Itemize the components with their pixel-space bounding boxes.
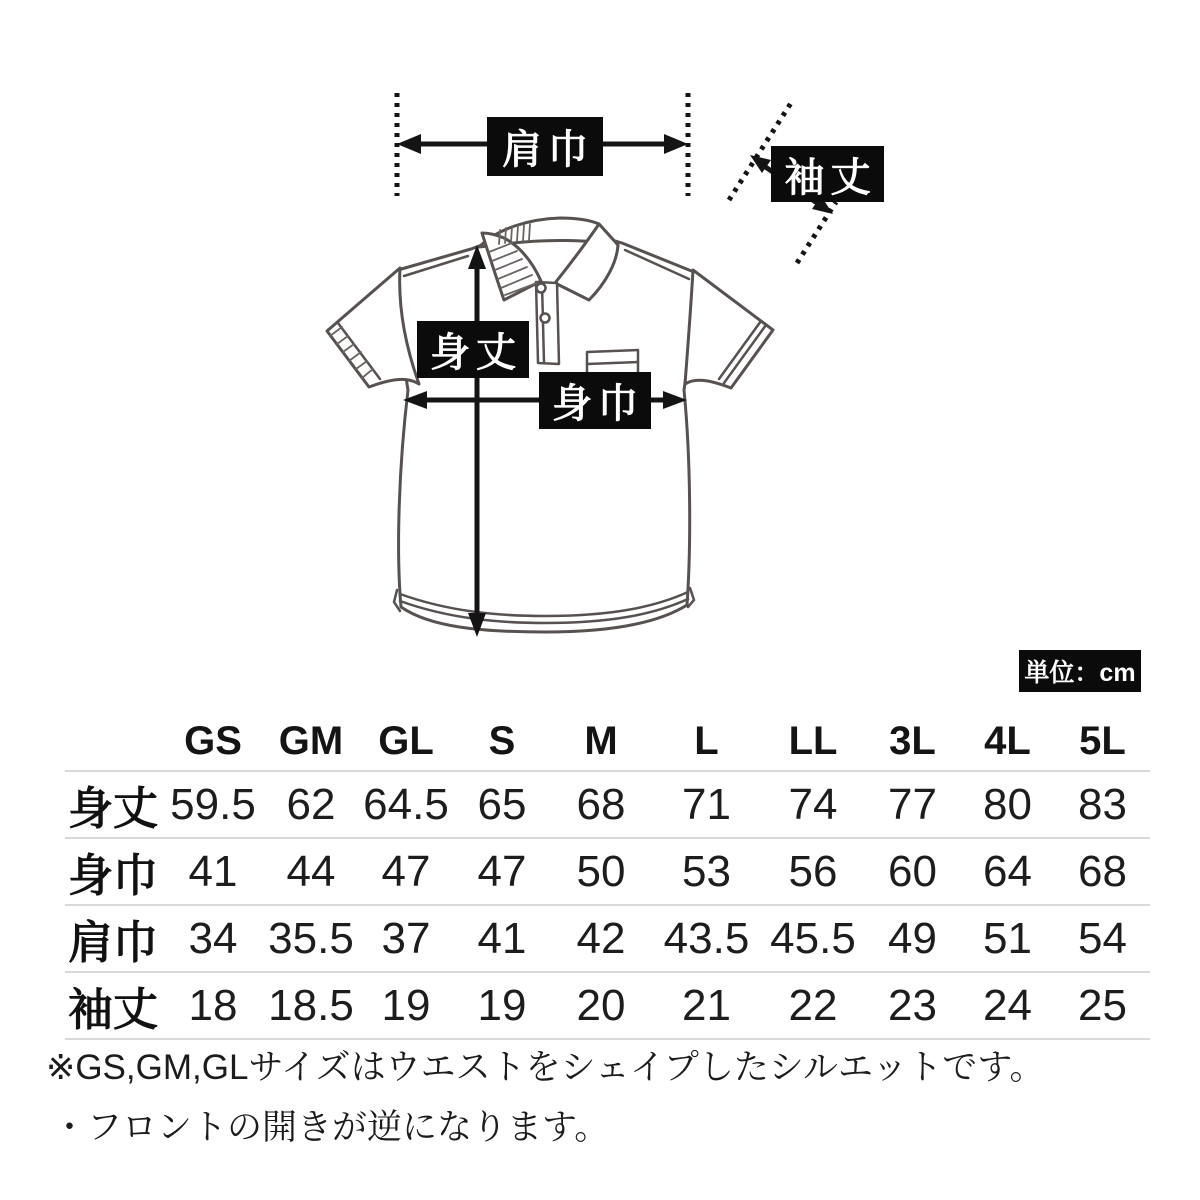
table-cell: 41 [188, 846, 238, 896]
table-row-shoulder-width [65, 905, 1150, 972]
footnote-front-opening: ・フロントの開きが逆になります。 [52, 1108, 610, 1147]
row-label: 身丈 [68, 783, 159, 834]
placket-button-bottom [541, 314, 550, 323]
table-cell: 18 [188, 980, 238, 1030]
table-cell: 47 [381, 846, 431, 896]
table-cell: 24 [983, 980, 1032, 1030]
column-header: L [694, 718, 719, 763]
column-header: GM [278, 718, 344, 763]
table-cell: 43.5 [663, 913, 750, 963]
table-cell: 64.5 [363, 779, 449, 829]
table-cell: 42 [576, 913, 626, 963]
table-cell: 59.5 [170, 779, 256, 829]
table-cell: 23 [888, 980, 937, 1030]
column-header: 3L [889, 718, 936, 763]
column-header: 5L [1079, 718, 1126, 763]
table-cell: 80 [983, 779, 1032, 829]
table-cell: 44 [286, 846, 336, 896]
table-cell: 19 [477, 980, 527, 1030]
table-cell: 77 [888, 779, 937, 829]
table-cell: 68 [1078, 846, 1127, 896]
table-cell: 51 [983, 913, 1032, 963]
table-cell: 50 [576, 846, 626, 896]
body-length-label: 身丈 [417, 321, 529, 378]
column-header: M [584, 718, 618, 763]
table-cell: 71 [682, 779, 731, 829]
right-sleeve [685, 270, 773, 388]
shoulder-width-label: 肩巾 [487, 117, 603, 176]
table-cell: 19 [381, 980, 431, 1030]
table-cell: 56 [788, 846, 838, 896]
table-cell: 49 [888, 913, 937, 963]
table-cell: 62 [286, 779, 336, 829]
table-cell: 18.5 [268, 980, 354, 1030]
row-label: 袖丈 [68, 984, 159, 1035]
table-cell: 65 [477, 779, 527, 829]
size-table-header-row [65, 712, 1150, 771]
table-cell: 21 [682, 980, 731, 1030]
table-cell: 37 [381, 913, 431, 963]
table-cell: 60 [888, 846, 937, 896]
table-cell: 35.5 [268, 913, 354, 963]
table-cell: 54 [1078, 913, 1127, 963]
footnote-size-silhouette: ※GS,GM,GLサイズはウエストをシェイプしたシルエットです。 [46, 1048, 1045, 1087]
table-cell: 25 [1078, 980, 1127, 1030]
table-cell: 34 [188, 913, 238, 963]
table-row-body-length [65, 771, 1150, 838]
placket-button-top [537, 284, 546, 293]
table-cell: 47 [477, 846, 527, 896]
column-header: GS [184, 718, 242, 763]
column-header: S [488, 718, 516, 763]
size-table-corner [65, 712, 162, 771]
row-label: 身巾 [68, 850, 159, 901]
table-row-sleeve-length [65, 972, 1150, 1039]
size-table [65, 712, 1150, 1040]
table-cell: 74 [788, 779, 838, 829]
table-cell: 45.5 [770, 913, 856, 963]
table-cell: 41 [477, 913, 527, 963]
column-header: 4L [984, 718, 1031, 763]
table-cell: 68 [576, 779, 626, 829]
table-cell: 53 [682, 846, 731, 896]
body-width-label: 身巾 [539, 372, 651, 429]
table-cell: 20 [576, 980, 626, 1030]
column-header: LL [788, 718, 838, 763]
unit-badge: 単位：cm [1019, 650, 1141, 692]
table-cell: 83 [1078, 779, 1127, 829]
row-label: 肩巾 [68, 917, 159, 968]
table-cell: 22 [788, 980, 838, 1030]
table-cell: 64 [983, 846, 1032, 896]
column-header: GL [378, 718, 434, 763]
table-row-body-width [65, 838, 1150, 905]
sleeve-length-label: 袖丈 [771, 146, 884, 202]
